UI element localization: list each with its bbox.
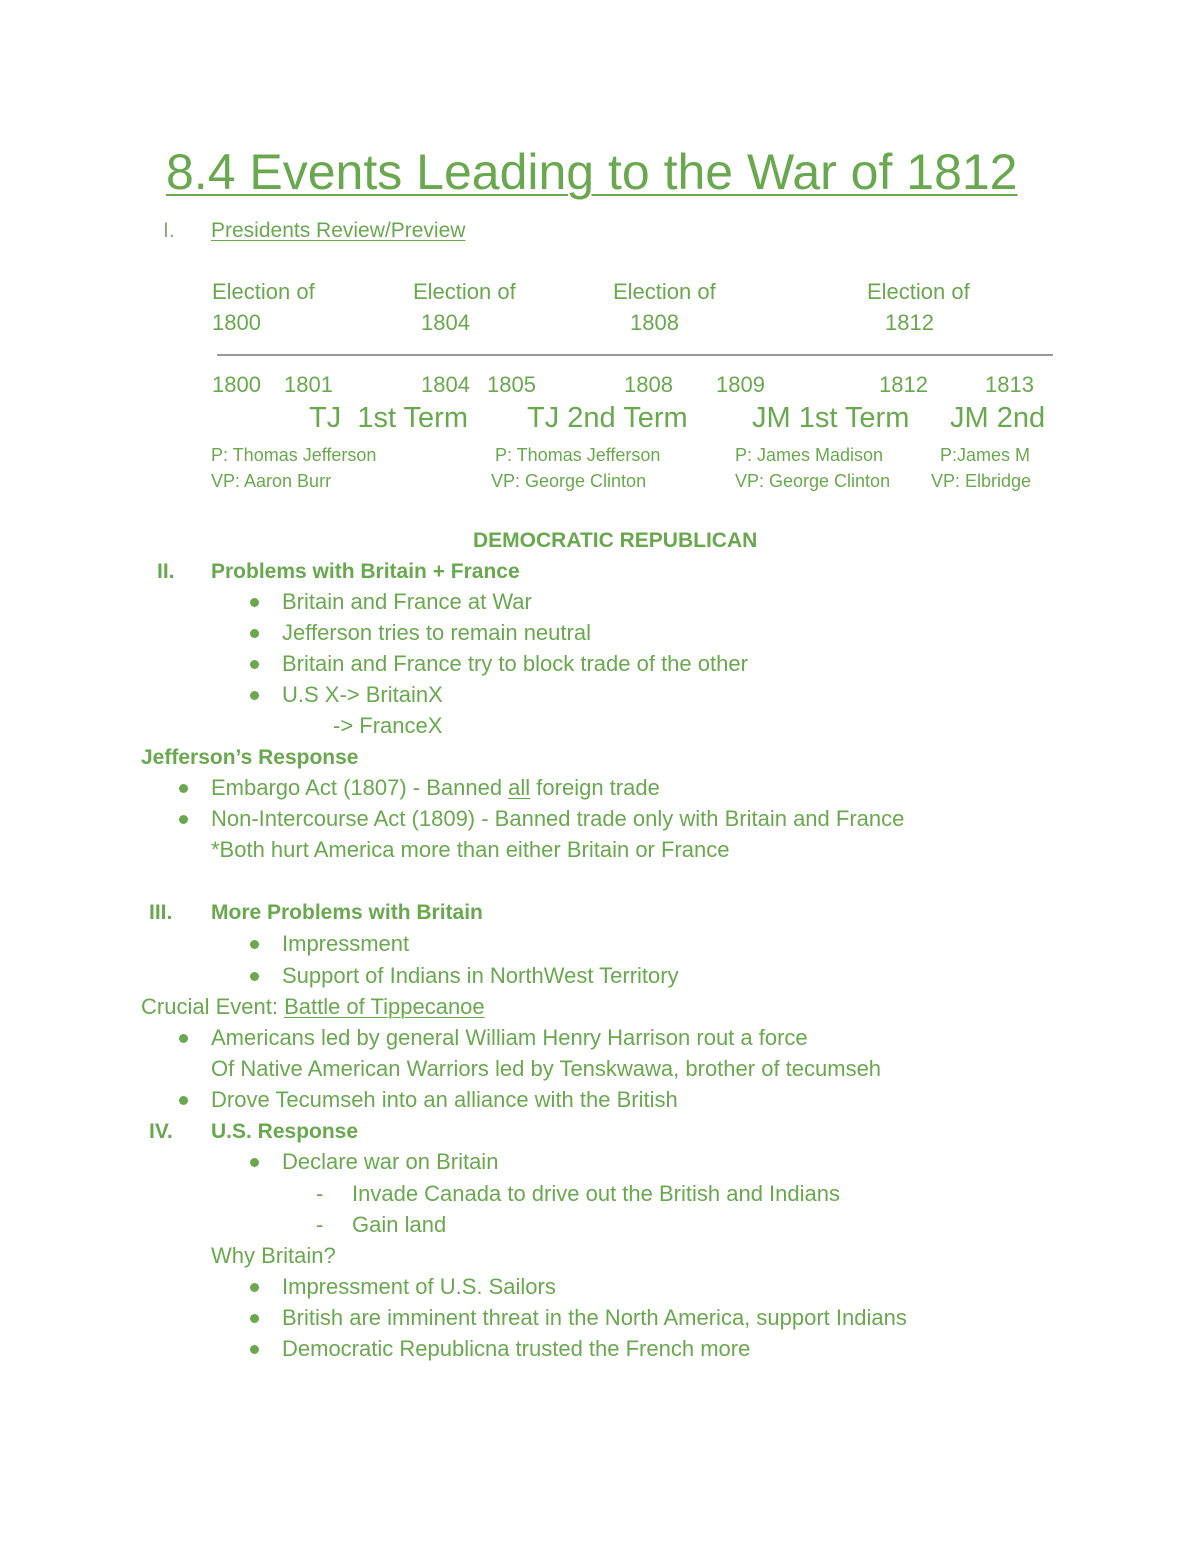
timeline-year: 1812 [879, 372, 928, 397]
bullet-icon [250, 1158, 259, 1167]
list-item: Impressment of U.S. Sailors [282, 1274, 556, 1299]
bullet-icon [250, 660, 259, 669]
election-1800-year: 1800 [212, 310, 261, 335]
section-2-heading: Problems with Britain + France [211, 560, 520, 583]
term-label: TJ 2nd Term [527, 402, 688, 434]
list-item-continuation: Of Native American Warriors led by Tenskwawa, brother of tecumseh [211, 1056, 882, 1081]
embargo-text: Embargo Act (1807) - Banned [211, 775, 509, 800]
term-vice-president: VP: George Clinton [735, 471, 891, 491]
dash-icon: - [316, 1212, 324, 1237]
section-3-heading: More Problems with Britain [211, 901, 483, 924]
term-president: P: Thomas Jefferson [495, 445, 661, 465]
bullet-icon [250, 972, 259, 981]
list-item: British are imminent threat in the North America, support Indians [282, 1305, 907, 1330]
election-1808-label: Election of [613, 279, 716, 304]
embargo-underlined-text: all [508, 775, 531, 800]
term-vice-president: VP: Elbridge [931, 471, 1032, 491]
embargo-text-end: foreign trade [530, 775, 660, 800]
bullet-icon [179, 815, 188, 824]
section-2-numeral: II. [157, 560, 175, 583]
term-president: P:James M [940, 445, 1031, 465]
timeline-year: 1804 [421, 372, 470, 397]
term-president: P: Thomas Jefferson [211, 445, 377, 465]
section-4-numeral: IV. [149, 1120, 173, 1143]
dash-icon: - [316, 1181, 324, 1206]
bullet-icon [250, 629, 259, 638]
list-item: Britain and France try to block trade of the other [282, 651, 748, 676]
party-label: DEMOCRATIC REPUBLICAN [473, 529, 758, 552]
section-4-heading: U.S. Response [211, 1120, 359, 1143]
election-1812-label: Election of [867, 279, 970, 304]
timeline-year: 1813 [985, 372, 1034, 397]
response-heading: Jefferson’s Response [141, 746, 359, 769]
list-item: Drove Tecumseh into an alliance with the British [211, 1087, 678, 1112]
bullet-icon [250, 1345, 259, 1354]
list-item: Americans led by general William Henry Harrison rout a force [211, 1025, 808, 1050]
list-item: Jefferson tries to remain neutral [282, 620, 591, 645]
list-item: Gain land [352, 1212, 447, 1237]
bullet-icon [250, 1314, 259, 1323]
term-label: JM 1st Term [752, 402, 910, 434]
list-item-embargo [211, 775, 660, 801]
crucial-event-name: Battle of Tippecanoe [284, 994, 485, 1019]
term-label: TJ 1st Term [309, 402, 468, 434]
list-item: U.S X-> BritainX [282, 682, 443, 707]
timeline-year: 1808 [624, 372, 673, 397]
why-britain-label: Why Britain? [211, 1243, 336, 1268]
bullet-icon [250, 691, 259, 700]
bullet-icon [179, 784, 188, 793]
bullet-icon [250, 598, 259, 607]
list-item-nonintercourse: Non-Intercourse Act (1809) - Banned trade only with Britain and France [211, 806, 905, 831]
bullet-icon [250, 1283, 259, 1292]
election-1800-label: Election of [212, 279, 315, 304]
list-item: Invade Canada to drive out the British and Indians [352, 1181, 840, 1206]
bullet-icon [179, 1096, 188, 1105]
list-item: Britain and France at War [282, 589, 532, 614]
timeline-rule [217, 354, 1053, 356]
timeline-year: 1809 [716, 372, 765, 397]
term-vice-president: VP: Aaron Burr [211, 471, 332, 491]
election-1808-year: 1808 [630, 310, 679, 335]
list-item: Democratic Republicna trusted the French more [282, 1336, 751, 1361]
response-note: *Both hurt America more than either Britain or France [211, 837, 730, 862]
timeline-year: 1805 [487, 372, 536, 397]
election-1812-year: 1812 [885, 310, 934, 335]
timeline-year: 1801 [284, 372, 333, 397]
term-president: P: James Madison [735, 445, 884, 465]
election-1804-year: 1804 [421, 310, 470, 335]
list-item-continuation: -> FranceX [333, 713, 443, 738]
section-1-heading: Presidents Review/Preview [211, 219, 466, 242]
list-item: Declare war on Britain [282, 1149, 499, 1174]
page-title: 8.4 Events Leading to the War of 1812 [166, 144, 1018, 200]
bullet-icon [250, 940, 259, 949]
list-item: Support of Indians in NorthWest Territory [282, 963, 679, 988]
term-label: JM 2nd [950, 402, 1046, 434]
crucial-event-label: Crucial Event: [141, 994, 285, 1019]
list-item: Impressment [282, 931, 410, 956]
crucial-event-line [141, 994, 485, 1020]
section-1-numeral: I. [163, 219, 175, 242]
term-vice-president: VP: George Clinton [491, 471, 647, 491]
bullet-icon [179, 1034, 188, 1043]
section-3-numeral: III. [149, 901, 173, 924]
election-1804-label: Election of [413, 279, 516, 304]
timeline-year: 1800 [212, 372, 261, 397]
